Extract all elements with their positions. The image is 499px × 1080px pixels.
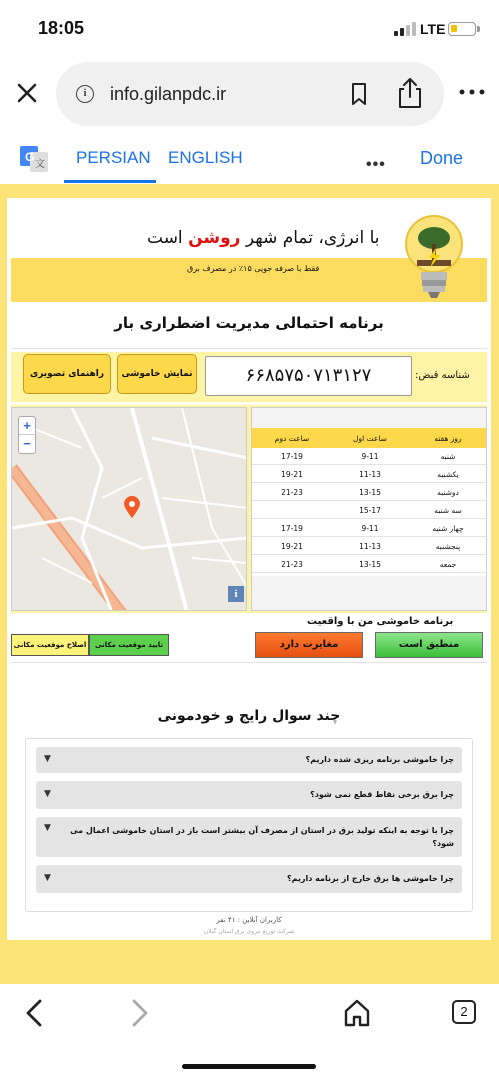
visual-guide-button[interactable]: راهنمای تصویری bbox=[23, 354, 111, 394]
done-button[interactable]: Done bbox=[420, 148, 464, 168]
show-outage-button[interactable]: نمایش خاموشی bbox=[117, 354, 197, 394]
tab-english[interactable]: ENGLISH bbox=[168, 148, 243, 167]
cell-second: 21-23 bbox=[281, 488, 303, 497]
bill-id-input[interactable]: ۶۶۸۵۷۵۰۷۱۳۱۲۷ bbox=[205, 356, 412, 396]
signal-icon bbox=[394, 22, 416, 36]
slogan: با انرژی، تمام شهر روشن است bbox=[147, 228, 380, 248]
faq-item[interactable] bbox=[36, 865, 462, 893]
fix-location-button[interactable]: اصلاح موقعیت مکانی bbox=[11, 634, 89, 656]
company-name: شرکت توزیع نیروی برق استان گیلان bbox=[203, 928, 295, 935]
battery-tip bbox=[477, 26, 480, 32]
cell-second bbox=[254, 502, 330, 519]
cell-first: 13-15 bbox=[359, 488, 381, 497]
cell-day: چهار شنبه bbox=[432, 524, 464, 533]
zoom-in-button[interactable]: + bbox=[19, 417, 35, 435]
cell-day: سه شنبه bbox=[434, 506, 462, 515]
page-viewport bbox=[0, 184, 499, 984]
back-icon[interactable] bbox=[20, 998, 48, 1028]
cell-second: 21-23 bbox=[281, 560, 303, 569]
table-row bbox=[252, 484, 486, 501]
map-zoom-control bbox=[18, 416, 36, 454]
tabs-button[interactable]: 2 bbox=[452, 1000, 476, 1024]
page-title: برنامه احتمالی مدیریت اضطراری بار bbox=[114, 314, 384, 332]
bill-id-label: شناسه قبض: bbox=[415, 370, 470, 381]
home-icon[interactable] bbox=[342, 998, 372, 1028]
cell-first: 15-17 bbox=[359, 506, 381, 515]
bill-search-row bbox=[11, 352, 487, 402]
map-schedule-section bbox=[11, 405, 487, 613]
faq-item[interactable] bbox=[36, 781, 462, 809]
table-row bbox=[252, 556, 486, 573]
differs-button[interactable]: مغایرت دارد bbox=[255, 632, 363, 658]
svg-text:G: G bbox=[25, 150, 35, 164]
table-row bbox=[252, 502, 486, 519]
outage-schedule-table bbox=[251, 407, 487, 611]
online-users: کاربران آنلاین : ۴۱ نفر bbox=[216, 916, 282, 924]
faq-question: چرا خاموشی برنامه ریزی شده داریم؟ bbox=[305, 755, 454, 764]
translate-more-button[interactable]: ••• bbox=[366, 156, 386, 173]
table-row bbox=[252, 466, 486, 483]
faq-item[interactable] bbox=[36, 747, 462, 773]
chevron-down-icon: ▼ bbox=[44, 789, 51, 799]
cell-second: 17-19 bbox=[281, 452, 303, 461]
more-options-icon[interactable] bbox=[458, 88, 486, 96]
table-row bbox=[252, 520, 486, 537]
chevron-down-icon: ▼ bbox=[44, 754, 51, 764]
faq-question: چرا خاموشی ها برق خارج از برنامه داریم؟ bbox=[286, 874, 454, 883]
chevron-down-icon: ▼ bbox=[44, 873, 51, 883]
url-text[interactable]: info.gilanpdc.ir bbox=[110, 84, 227, 104]
actual-comparison-title: برنامه خاموشی من با واقعیت bbox=[307, 616, 454, 627]
col-header-first: ساعت اول bbox=[353, 434, 387, 443]
info-icon[interactable]: i bbox=[76, 85, 94, 103]
location-pin-icon[interactable] bbox=[124, 496, 140, 518]
table-row bbox=[252, 448, 486, 465]
cell-day: یکشنبه bbox=[437, 470, 459, 479]
browser-toolbar bbox=[0, 56, 499, 132]
cell-second: 19-21 bbox=[281, 542, 303, 551]
map-info-button[interactable]: i bbox=[228, 586, 244, 602]
faq-list bbox=[25, 738, 473, 912]
page-content bbox=[7, 198, 491, 940]
faq-title: چند سوال رایج و خودمونی bbox=[157, 708, 341, 724]
faq-question: چرا برق برخی نقاط قطع نمی شود؟ bbox=[310, 790, 454, 799]
status-bar bbox=[0, 0, 499, 56]
confirm-location-button[interactable]: تایید موقعیت مکانی bbox=[89, 634, 169, 656]
network-type: LTE bbox=[420, 21, 446, 37]
zoom-out-button[interactable]: − bbox=[23, 436, 31, 451]
home-indicator bbox=[182, 1064, 316, 1069]
cell-second: 19-21 bbox=[281, 470, 303, 479]
address-bar[interactable] bbox=[56, 62, 444, 126]
status-time: 18:05 bbox=[38, 18, 85, 38]
battery-icon bbox=[448, 22, 476, 36]
active-tab-indicator bbox=[64, 180, 156, 183]
table-header bbox=[252, 428, 486, 448]
cell-day: پنجشنبه bbox=[435, 542, 461, 551]
forward-icon[interactable] bbox=[126, 998, 154, 1028]
faq-question: چرا با توجه به اینکه تولید برق در استان از مصرف آن بیشتر است باز در استان خاموشی اعمال می شود؟ bbox=[70, 826, 454, 848]
bottom-toolbar bbox=[0, 984, 499, 1080]
cell-first: 13-15 bbox=[359, 560, 381, 569]
cell-first: 11-13 bbox=[359, 470, 381, 479]
subslogan: فقط با صرفه جویی ۱۵٪ در مصرف برق bbox=[187, 264, 320, 273]
cell-second: 17-19 bbox=[281, 524, 303, 533]
close-icon[interactable] bbox=[12, 78, 42, 108]
location-map[interactable] bbox=[11, 407, 247, 611]
table-body bbox=[252, 448, 486, 576]
svg-text:文: 文 bbox=[35, 159, 45, 170]
google-translate-icon bbox=[20, 144, 48, 172]
cell-day: شنبه bbox=[440, 452, 456, 461]
share-icon[interactable] bbox=[395, 76, 425, 110]
cell-first: 11-13 bbox=[359, 542, 381, 551]
col-header-day: روز هفته bbox=[434, 434, 462, 443]
table-row bbox=[252, 538, 486, 555]
bookmark-icon[interactable] bbox=[347, 82, 371, 106]
col-header-second: ساعت دوم bbox=[274, 434, 310, 443]
cell-first: 9-11 bbox=[361, 452, 379, 461]
lightbulb-tree-icon bbox=[403, 210, 465, 302]
matches-button[interactable]: منطبق است bbox=[375, 632, 483, 658]
banner bbox=[11, 206, 487, 302]
translate-bar bbox=[0, 132, 499, 184]
chevron-down-icon: ▼ bbox=[44, 823, 51, 833]
tab-persian[interactable]: PERSIAN bbox=[76, 148, 151, 167]
cell-day: دوشنبه bbox=[437, 488, 459, 497]
cell-first: 9-11 bbox=[361, 524, 379, 533]
cell-day: جمعه bbox=[439, 560, 457, 569]
faq-item[interactable] bbox=[36, 817, 462, 857]
